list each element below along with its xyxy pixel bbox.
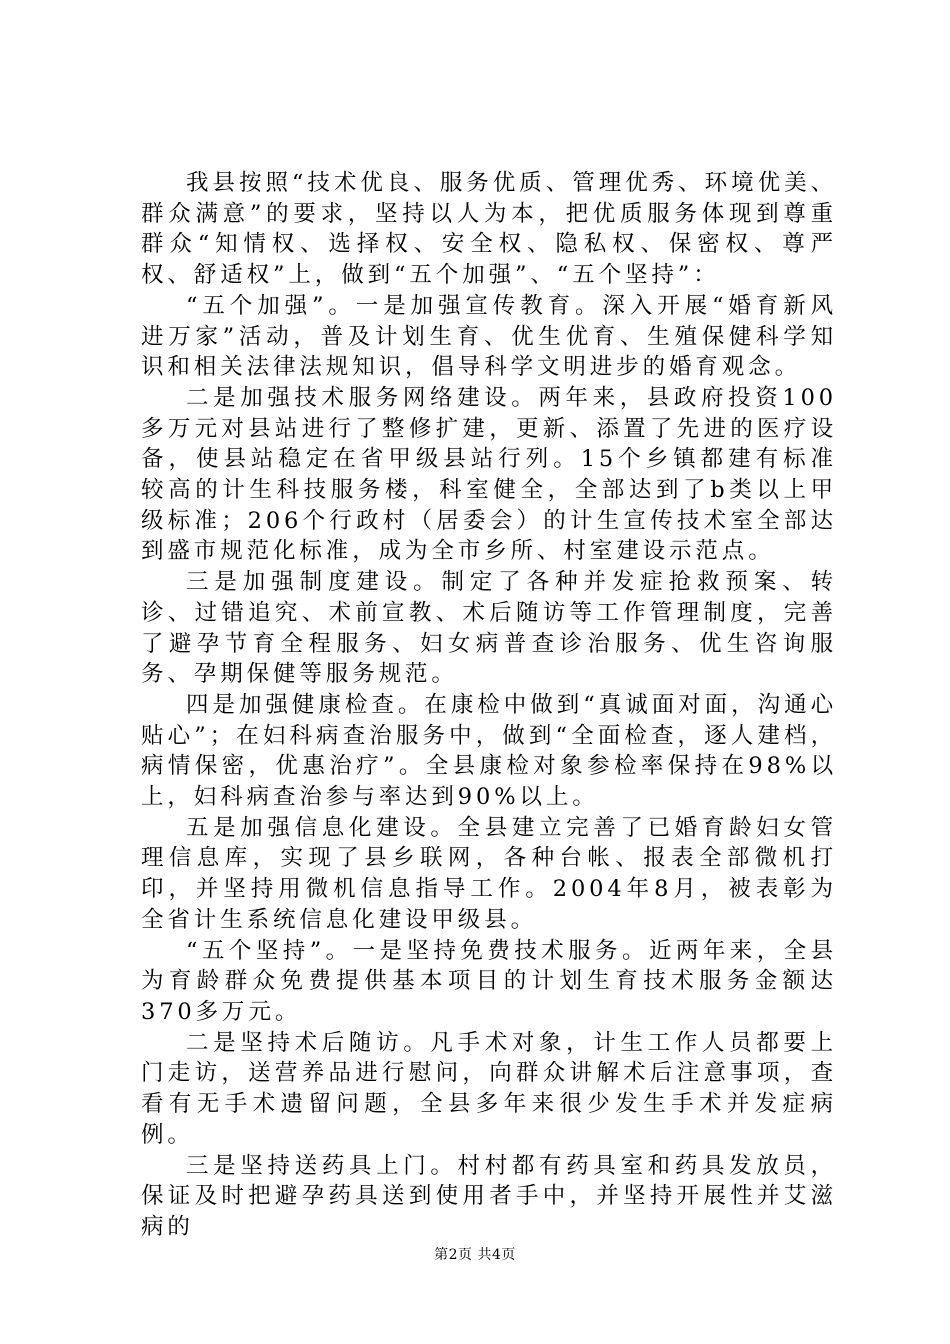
page-number: 第2页 共4页 — [434, 1247, 516, 1263]
paragraph-deliver-medicine: 三是坚持送药具上门。村村都有药具室和药具发放员，保证及时把避孕药具送到使用者手中，并坚持开展性并艾滋病的 — [141, 1152, 837, 1240]
paragraph-service-network: 二是加强技术服务网络建设。两年来，县政府投资100多万元对县站进行了整修扩建，更新、添置了先进的医疗设备，使县站稳定在省甲级县站行列。15个乡镇都建有标准较高的计生科技服务楼，科室健全，全部达到了b类以上甲级标准；206个行政村（居委会）的计生宣传技术室全部达到盛市规范化标准，成为全市乡所、村室建设示范点。 — [141, 384, 837, 565]
paragraph-five-strengthen: “五个加强”。一是加强宣传教育。深入开展“婚育新风进万家”活动，普及计划生育、优生优育、生殖保健科学知识和相关法律法规知识，倡导科学文明进步的婚育观念。 — [141, 292, 837, 381]
body-text — [141, 168, 837, 1243]
paragraph-follow-up: 二是坚持术后随访。凡手术对象，计生工作人员都要上门走访，送营养品进行慰问，向群众讲解术后注意事项，查看有无手术遗留问题，全县多年来很少发生手术并发症病例。 — [141, 1029, 837, 1148]
paragraph-system-building: 三是加强制度建设。制定了各种并发症抢救预案、转诊、过错追究、术前宣教、术后随访等工作管理制度，完善了避孕节育全程服务、妇女病普查诊治服务、优生咨询服务、孕期保健等服务规范。 — [141, 569, 837, 688]
paragraph-informatization: 五是加强信息化建设。全县建立完善了已婚育龄妇女管理信息库，实现了县乡联网，各种台帐、报表全部微机打印，并坚持用微机信息指导工作。2004年8月，被表彰为全省计生系统信息化建设甲级县。 — [141, 814, 837, 933]
paragraph-health-check: 四是加强健康检查。在康检中做到“真诚面对面，沟通心贴心”；在妇科病查治服务中，做到“全面检查，逐人建档，病情保密，优惠治疗”。全县康检对象参检率保持在98%以上，妇科病查治参与率达到90%以上。 — [141, 691, 837, 811]
paragraph-intro: 我县按照“技术优良、服务优质、管理优秀、环境优美、群众满意”的要求，坚持以人为本，把优质服务体现到尊重群众“知情权、选择权、安全权、隐私权、保密权、尊严权、舒适权”上，做到“五个加强”、“五个坚持”： — [141, 170, 837, 289]
paragraph-five-persist: “五个坚持”。一是坚持免费技术服务。近两年来，全县为育龄群众免费提供基本项目的计划生育技术服务金额达370多万元。 — [141, 937, 837, 1025]
page-footer — [0, 1244, 950, 1264]
